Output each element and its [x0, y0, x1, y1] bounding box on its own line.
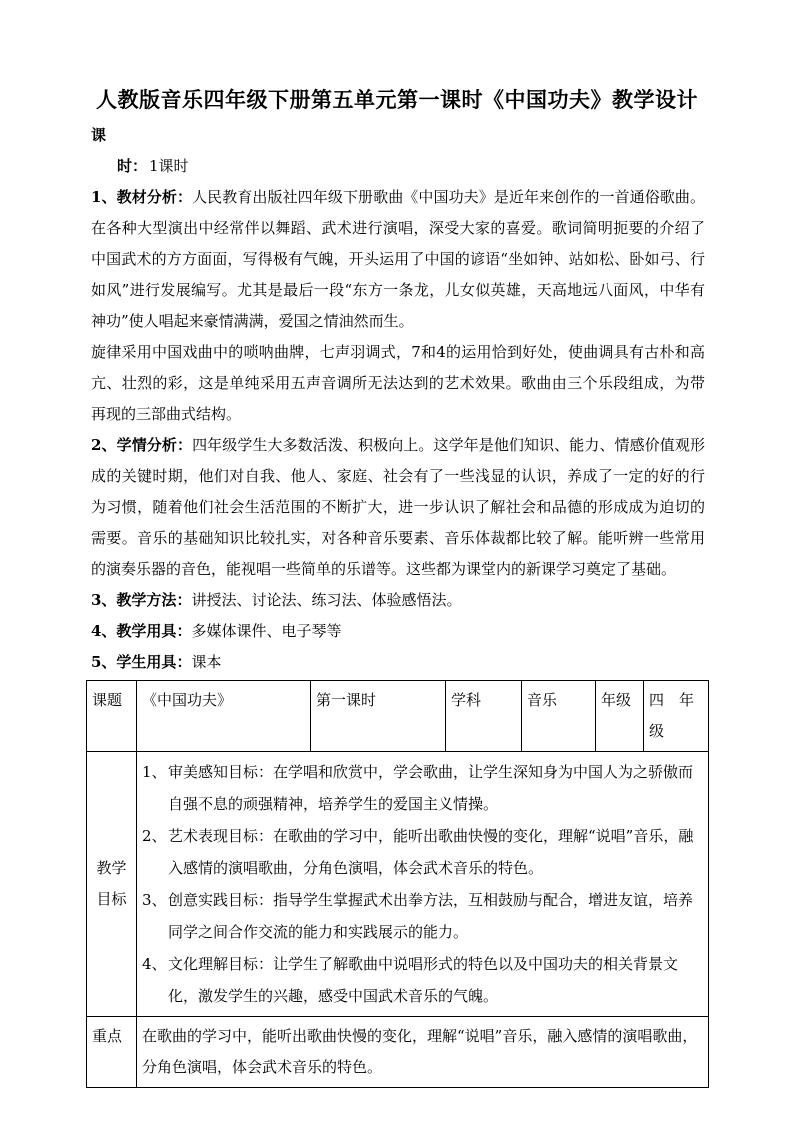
table-row-goals: [87, 752, 709, 1017]
period-value-cell: 第一课时: [311, 681, 446, 752]
key-text: 在歌曲的学习中，能听出歌曲快慢的变化，理解“说唱”音乐，融入感情的演唱歌曲，分角色演唱，体会武术音乐的特色。: [137, 1017, 709, 1088]
period-label-a: 课: [91, 126, 107, 144]
topic-value: 《中国功夫》: [137, 681, 311, 752]
section-teaching-tools: [91, 616, 705, 647]
document-body: [91, 120, 705, 678]
section-text: 讲授法、讨论法、练习法、体验感悟法。: [191, 591, 462, 609]
goal-text: 审美感知目标：在学唱和欣赏中，学会歌曲，让学生深知身为中国人为之骄傲而自强不息的顽强精神，培养学生的爱国主义情操。: [168, 763, 694, 813]
goal-item: [142, 948, 703, 1012]
goal-text: 创意实践目标：指导学生掌握武术出拳方法，互相鼓励与配合，增进友谊，培养同学之间合作交流的能力和实践展示的能力。: [168, 891, 694, 941]
grade-value: [644, 681, 709, 752]
key-label: 重点: [87, 1017, 137, 1088]
table-header-row: [87, 681, 709, 752]
goal-number: 1、: [142, 763, 167, 781]
period-label: [91, 120, 149, 182]
goal-text: 文化理解目标：让学生了解歌曲中说唱形式的特色以及中国功夫的相关背景文化，激发学生的兴趣，感受中国武术音乐的气魄。: [168, 955, 679, 1005]
section-textbook-analysis: [91, 182, 705, 337]
subject-label: 学科: [446, 681, 522, 752]
section-label: 3、教学方法：: [91, 591, 192, 609]
goals-label: [87, 752, 137, 1017]
goal-number: 4、: [142, 955, 167, 973]
grade-label: 年级: [596, 681, 644, 752]
section-label: 4、教学用具：: [91, 622, 192, 640]
goal-number: 3、: [142, 891, 167, 909]
lesson-table: [86, 680, 709, 1088]
grade-value-line-1: 四 年: [649, 691, 695, 709]
goal-item: [142, 820, 703, 884]
section-teaching-methods: [91, 585, 705, 616]
section-text: 旋律采用中国戏曲中的唢呐曲牌，七声羽调式，7和4的运用恰到好处，使曲调具有古朴和高亢、壮烈的彩，这是单纯采用五声音调所无法达到的艺术效果。歌曲由三个乐段组成，为带再现的三部曲式结构。: [91, 343, 705, 423]
topic-label: 课题: [87, 681, 137, 752]
section-text: 人民教育出版社四年级下册歌曲《中国功夫》是近年来创作的一首通俗歌曲。在各种大型演出中经常伴以舞蹈、武术进行演唱，深受大家的喜爱。歌词简明扼要的介绍了中国武术的方方面面，写得极有气魄，开头运用了中国的谚语“坐如钟、站如松、卧如弓、行如风”进行发展编写。尤其是最后一段“东方一条龙，儿女似英雄，天高地远八面风，中华有神功”使人唱起来豪情满满，爱国之情油然而生。: [91, 188, 705, 330]
period-label-b: 时：: [117, 157, 148, 175]
section-text: 课本: [191, 653, 222, 671]
goals-label-line-2: 目标: [96, 890, 127, 908]
section-text: 多媒体课件、电子琴等: [191, 622, 342, 640]
section-melody: [91, 337, 705, 430]
section-student-tools: [91, 647, 705, 678]
page-title: 人教版音乐四年级下册第五单元第一课时《中国功夫》教学设计: [96, 87, 698, 112]
period-line: [91, 120, 705, 182]
section-text: 四年级学生大多数活泼、积极向上。这学年是他们知识、能力、情感价值观形成的关键时期，他们对自我、他人、家庭、社会有了一些浅显的认识，养成了一定的好的行为习惯，随着他们社会生活范围的不断扩大，进一步认识了解社会和品德的形成成为迫切的需要。音乐的基础知识比较扎实，对各种音乐要素、音乐体裁都比较了解。能听辨一些常用的演奏乐器的音色，能视唱一些简单的乐谱等。这些都为课堂内的新课学习奠定了基础。: [91, 436, 705, 578]
subject-value: 音乐: [522, 681, 596, 752]
table-row-key-point: [87, 1017, 709, 1088]
section-label: 2、学情分析：: [91, 436, 193, 454]
goal-number: 2、: [142, 827, 167, 845]
section-label: 5、学生用具：: [91, 653, 192, 671]
goal-item: [142, 756, 703, 820]
goal-item: [142, 884, 703, 948]
section-student-analysis: [91, 430, 705, 585]
period-value: 1课时: [149, 157, 189, 175]
grade-value-line-2: 级: [649, 722, 665, 740]
goals-label-line-1: 教学: [96, 859, 127, 877]
goals-content: [137, 752, 709, 1017]
section-label: 1、教材分析：: [91, 188, 193, 206]
goal-text: 艺术表现目标：在歌曲的学习中，能听出歌曲快慢的变化，理解“说唱”音乐，融入感情的演唱歌曲，分角色演唱，体会武术音乐的特色。: [168, 827, 694, 877]
